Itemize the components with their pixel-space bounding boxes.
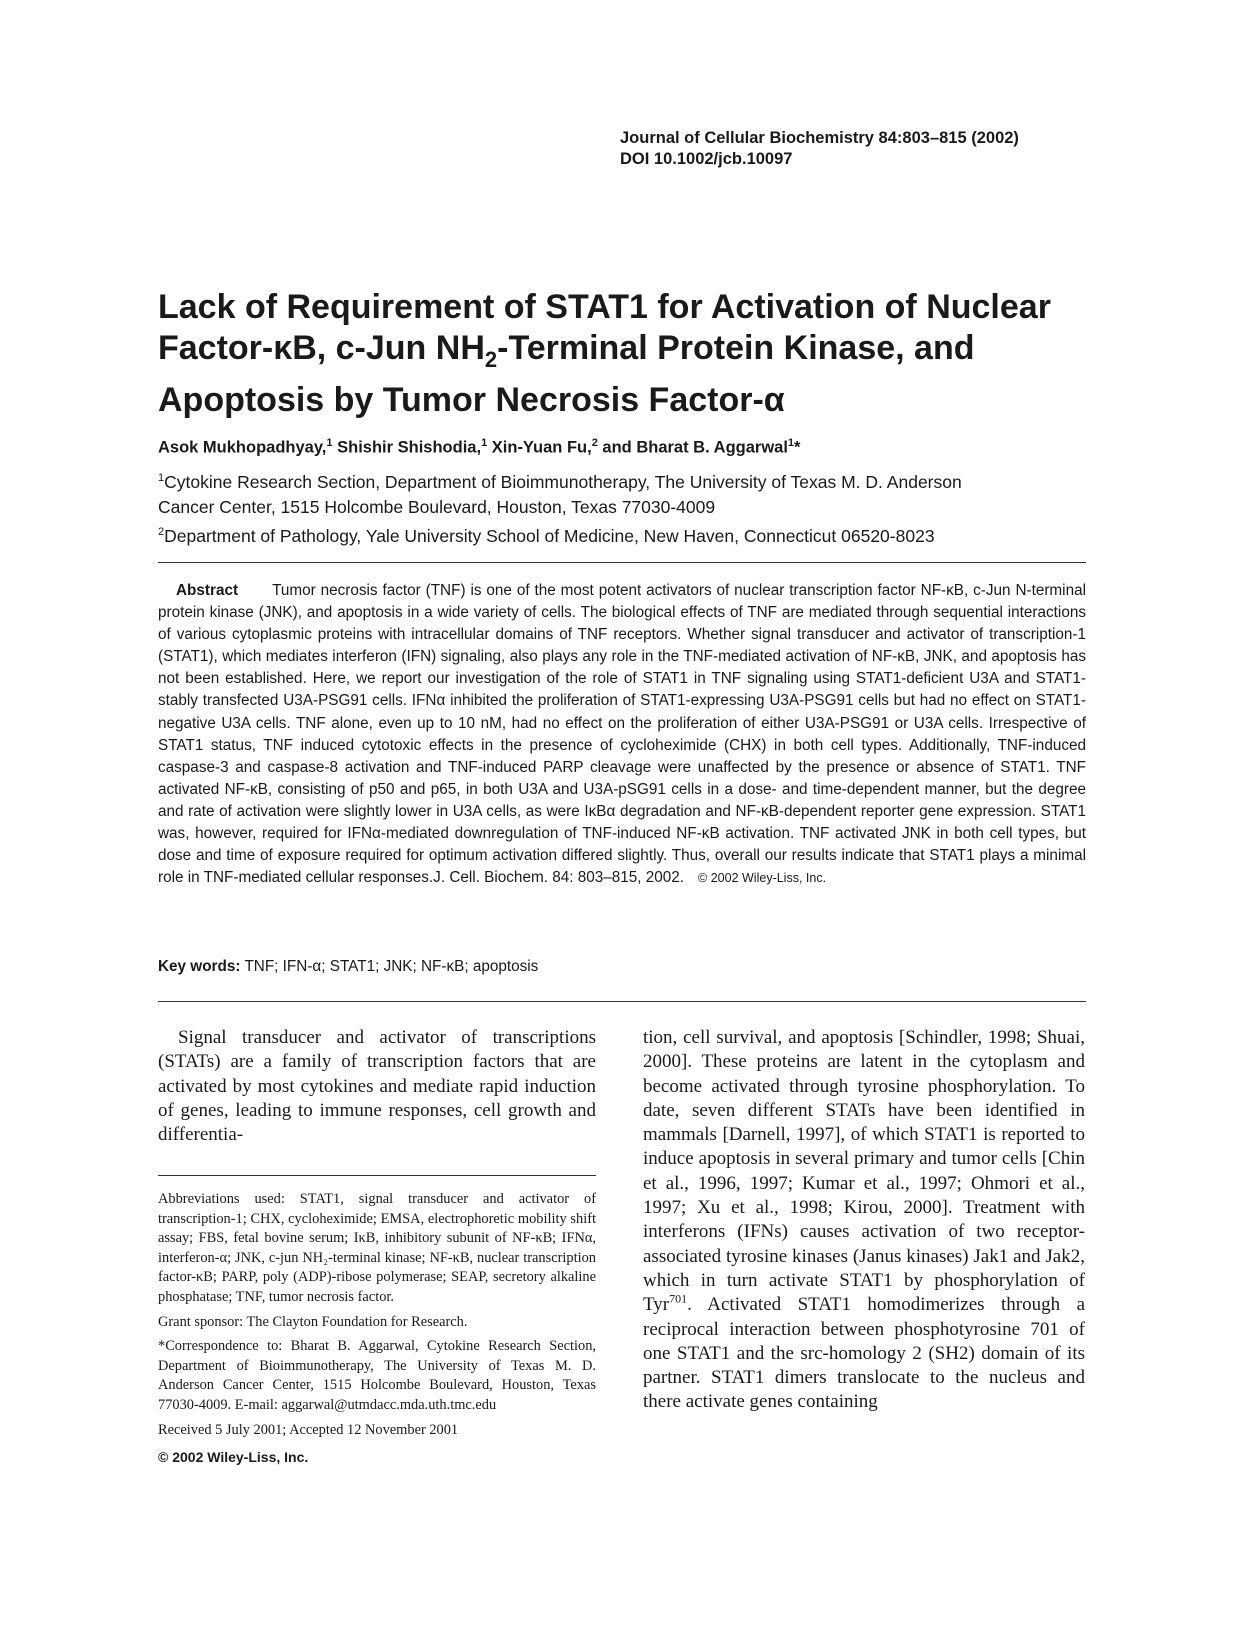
journal-citation: Journal of Cellular Biochemistry 84:803–815 (2002) [620, 129, 1019, 147]
continued-paragraph: tion, cell survival, and apoptosis [Schindler, 1998; Shuai, 2000]. These proteins are latent in the cytoplasm and become activated through tyrosine phosphorylation. To date, seven different STATs have been identified in mammals [Darnell, 1997], of which STAT1 is reported to induce apoptosis in several primary and tumor cells [Chin et al., 1996, 1997; Kumar et al., 1997; Ohmori et al., 1997; Xu et al., 1998; Kirou, 2000]. Treatment with interferons (IFNs) causes activation of two receptor-associated tyrosine kinases (Janus kinases) Jak1 and Jak2, which in turn activate STAT1 by phosphorylation of Tyr$^{701}$. Activated STAT1 homodimerizes through a reciprocal interaction between phosphotyrosine 701 of one STAT1 and the src-homology 2 (SH2) domain of its partner. STAT1 dimers translocate to the nucleus and there activate genes containing [643, 1027, 1085, 1413]
corresponding-mark: * [794, 438, 801, 457]
affiliation-1-line-2: Cancer Center, 1515 Holcombe Boulevard, Houston, Texas 77030-4009 [158, 496, 716, 517]
footnote-copyright: © 2002 Wiley-Liss, Inc. [158, 1449, 309, 1466]
author-4: and Bharat B. Aggarwal [597, 438, 788, 457]
footnote-divider [158, 1175, 596, 1176]
title-line-1: Lack of Requirement of STAT1 for Activation of Nuclear [158, 288, 1051, 326]
body-column-left [158, 1026, 596, 1147]
abstract-label: Abstract [176, 582, 239, 599]
abstract-text: Tumor necrosis factor (TNF) is one of the most potent activators of nuclear transcription factor NF-κB, c-Jun N-terminal protein kinase (JNK), and apoptosis in a wide variety of cells. The biological effects of TNF are mediated through sequential interactions of various cytoplasmic proteins with intracellular domains of TNF receptors. Whether signal transducer and activator of transcription-1 (STAT1), which mediates interferon (IFN) signaling, also plays any role in the TNF-mediated activation of NF-κB, JNK, and apoptosis has not been established. Here, we report our investigation of the role of STAT1 in TNF signaling using STAT1-deficient U3A and STAT1-stably transfected U3A-PSG91 cells. IFNα inhibited the proliferation of STAT1-expressing U3A-PSG91 cells but had no effect on STAT1-negative U3A cells. TNF alone, even up to 10 nM, had no effect on the proliferation of either U3A-PSG91 or U3A cells. Irrespective of STAT1 status, TNF induced cytotoxic effects in the presence of cycloheximide (CHX) in both cell types. Additionally, TNF-induced caspase-3 and caspase-8 activation and TNF-induced PARP cleavage were unaffected by the presence or absence of STAT1. TNF activated NF-κB, consisting of p50 and p65, in both U3A and U3A-pSG91 cells in a dose- and time-dependent manner, but the degree and rate of activation were slightly lower in U3A cells, as were IκBα degradation and NF-κB-dependent reporter gene expression. STAT1 was, however, required for IFNα-mediated downregulation of TNF-induced NF-κB activation. TNF activated JNK in both cell types, but dose and time of exposure required for optimum activation differed slightly. Thus, overall our results indicate that STAT1 plays a minimal role in TNF-mediated cellular responses.J. Cell. Biochem. 84: 803–815, 2002. [158, 582, 1086, 887]
affiliation-2: $^2$Department of Pathology, Yale University School of Medicine, New Haven, Connecticut 06520-8023 [158, 525, 935, 546]
journal-header [620, 128, 1090, 170]
title-line-2: Factor-κB, c-Jun $NH_2$-Terminal Protein Kinase, and [158, 329, 975, 372]
article-title [158, 287, 1088, 421]
body-column-right [643, 1026, 1085, 1415]
abstract-copyright: © 2002 Wiley-Liss, Inc. [698, 871, 827, 886]
abbreviations-footnote: Abbreviations used: STAT1, signal transducer and activator of transcription-1; CHX, cycloheximide; EMSA, electrophoretic mobility shift assay; FBS, fetal bovine serum; IκB, inhibitory subunit of NF-κB; IFNα, interferon-α; JNK, c-jun NH₂-terminal kinase; NF-κB, nuclear transcription factor-κB; PARP, poly (ADP)-ribose polymerase; SEAP, secretory alkaline phosphatase; TNF, tumor necrosis factor. [158, 1191, 596, 1305]
affiliations [158, 466, 1088, 549]
correspondence-footnote: *Correspondence to: Bharat B. Aggarwal, Cytokine Research Section, Department of Bioimmunotherapy, The University of Texas M. D. Anderson Cancer Center, 1515 Holcombe Boulevard, Houston, Texas 77030-4009. E-mail: aggarwal@utmdacc.mda.uth.tmc.edu [158, 1338, 596, 1413]
doi: DOI 10.1002/jcb.10097 [620, 150, 793, 168]
author-list: Asok Mukhopadhyay,$^1$ Shishir Shishodia,$^1$ Xin-Yuan Fu,$^2$ and Bharat B. Aggarwal$^1$* [158, 437, 801, 457]
abstract [158, 580, 1086, 889]
affiliation-1-line-1: $^1$Cytokine Research Section, Department of Bioimmunotherapy, The University of Texas M. D. Anderson [158, 471, 962, 492]
divider-bottom [158, 1001, 1086, 1002]
keywords-text: TNF; IFN-α; STAT1; JNK; NF-κB; apoptosis [244, 958, 539, 975]
author-1: Asok Mukhopadhyay, [158, 438, 327, 457]
grant-footnote: Grant sponsor: The Clayton Foundation for Research. [158, 1313, 468, 1330]
divider-top [158, 562, 1086, 563]
keywords-label: Key words: [158, 958, 241, 975]
author-2: Shishir Shishodia, [332, 438, 482, 457]
footnotes [158, 1190, 596, 1473]
title-line-3: Apoptosis by Tumor Necrosis Factor-α [158, 380, 785, 419]
author-3: Xin-Yuan Fu, [487, 438, 592, 457]
keywords [158, 958, 538, 976]
intro-paragraph: Signal transducer and activator of transcriptions (STATs) are a family of transcription factors that are activated by most cytokines and mediate rapid induction of genes, leading to immune responses, cell growth and differentia- [158, 1027, 596, 1146]
received-dates: Received 5 July 2001; Accepted 12 November 2001 [158, 1421, 459, 1438]
